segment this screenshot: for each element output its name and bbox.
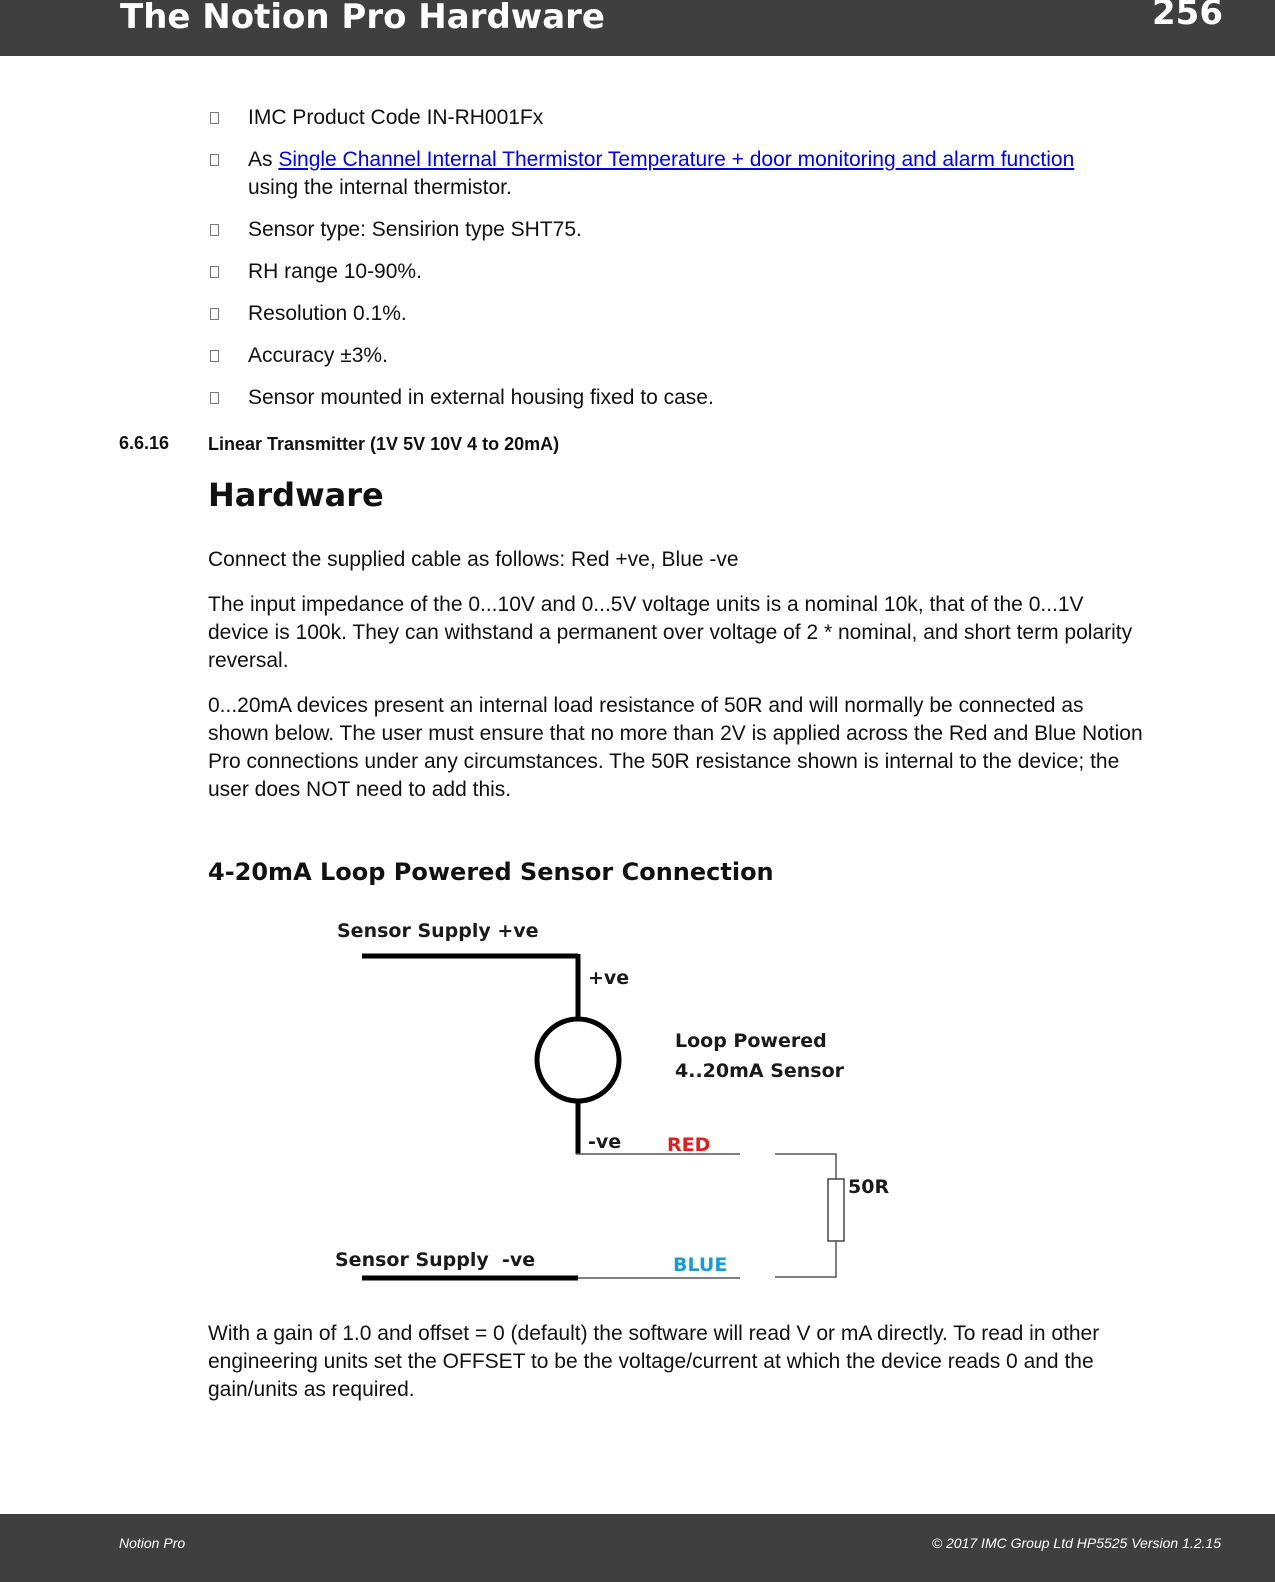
- resistor-label: 50R: [848, 1176, 890, 1198]
- list-item: As Single Channel Internal Thermistor Temperature + door monitoring and alarm function using the internal thermistor.: [208, 146, 1128, 202]
- section-title: Linear Transmitter (1V 5V 10V 4 to 20mA): [208, 434, 560, 454]
- footer-product: Notion Pro: [119, 1535, 186, 1551]
- supply-pos-label: Sensor Supply +ve: [337, 920, 539, 942]
- list-item: Accuracy ±3%.: [208, 342, 1128, 370]
- blue-wire-label: BLUE: [673, 1254, 728, 1276]
- resistor-symbol: [828, 1179, 844, 1241]
- supply-neg-label: Sensor Supply -ve: [335, 1249, 536, 1271]
- sensor-symbol: [537, 1019, 619, 1101]
- bullet-box-icon: [210, 308, 219, 320]
- page-header: [0, 0, 1275, 56]
- pos-terminal-label: +ve: [588, 967, 630, 989]
- page-footer: [0, 1514, 1275, 1582]
- neg-terminal-label: -ve: [588, 1131, 622, 1153]
- bullet-box-icon: [210, 154, 219, 166]
- paragraph-gain-offset: With a gain of 1.0 and offset = 0 (default) the software will read V or mA directly. To read in other engineering units set the OFFSET to be the voltage/current at which the device reads 0 and the gain/units as required.: [208, 1322, 1100, 1401]
- diagram-title: 4-20mA Loop Powered Sensor Connection: [208, 858, 774, 886]
- bullet-box-icon: [210, 112, 219, 124]
- list-item: Sensor type: Sensirion type SHT75.: [208, 216, 1128, 244]
- bullet-box-icon: [210, 224, 219, 236]
- resistor-upper-lead: [775, 1154, 836, 1179]
- list-item: Sensor mounted in external housing fixed to case.: [208, 384, 1128, 412]
- thermistor-doc-link[interactable]: Single Channel Internal Thermistor Temperature + door monitoring and alarm function: [278, 148, 1075, 171]
- wiring-diagram: [320, 910, 920, 1300]
- list-item: RH range 10-90%.: [208, 258, 1128, 286]
- bullet-box-icon: [210, 350, 219, 362]
- bullet-box-icon: [210, 266, 219, 278]
- sensor-label-line2: 4..20mA Sensor: [675, 1060, 845, 1082]
- hardware-heading: Hardware: [208, 476, 384, 514]
- section-number: 6.6.16: [119, 433, 170, 453]
- bullet-box-icon: [210, 392, 219, 404]
- header-title: The Notion Pro Hardware: [120, 0, 605, 37]
- paragraph-cable: Connect the supplied cable as follows: Red +ve, Blue -ve: [208, 548, 739, 571]
- wiring-diagram-svg: [320, 910, 920, 1300]
- spec-bullet-list: [208, 104, 1128, 426]
- footer-copyright: © 2017 IMC Group Ltd HP5525 Version 1.2.15: [931, 1535, 1221, 1551]
- list-item: IMC Product Code IN-RH001Fx: [208, 104, 1128, 132]
- paragraph-current-devices: 0...20mA devices present an internal load resistance of 50R and will normally be connected as shown below. The user must ensure that no more than 2V is applied across the Red and Blue Notion Pro connections under any circumstances. The 50R resistance shown is internal to the device; the user does NOT need to add this.: [208, 694, 1143, 801]
- red-wire-label: RED: [667, 1134, 711, 1156]
- paragraph-impedance: The input impedance of the 0...10V and 0...5V voltage units is a nominal 10k, that of the 0...1V device is 100k. They can withstand a permanent over voltage of 2 * nominal, and short term polarity reversal.: [208, 593, 1133, 672]
- page-number: 256: [1152, 0, 1223, 33]
- sensor-label-line1: Loop Powered: [675, 1030, 827, 1052]
- list-item: Resolution 0.1%.: [208, 300, 1128, 328]
- resistor-lower-lead: [775, 1241, 836, 1277]
